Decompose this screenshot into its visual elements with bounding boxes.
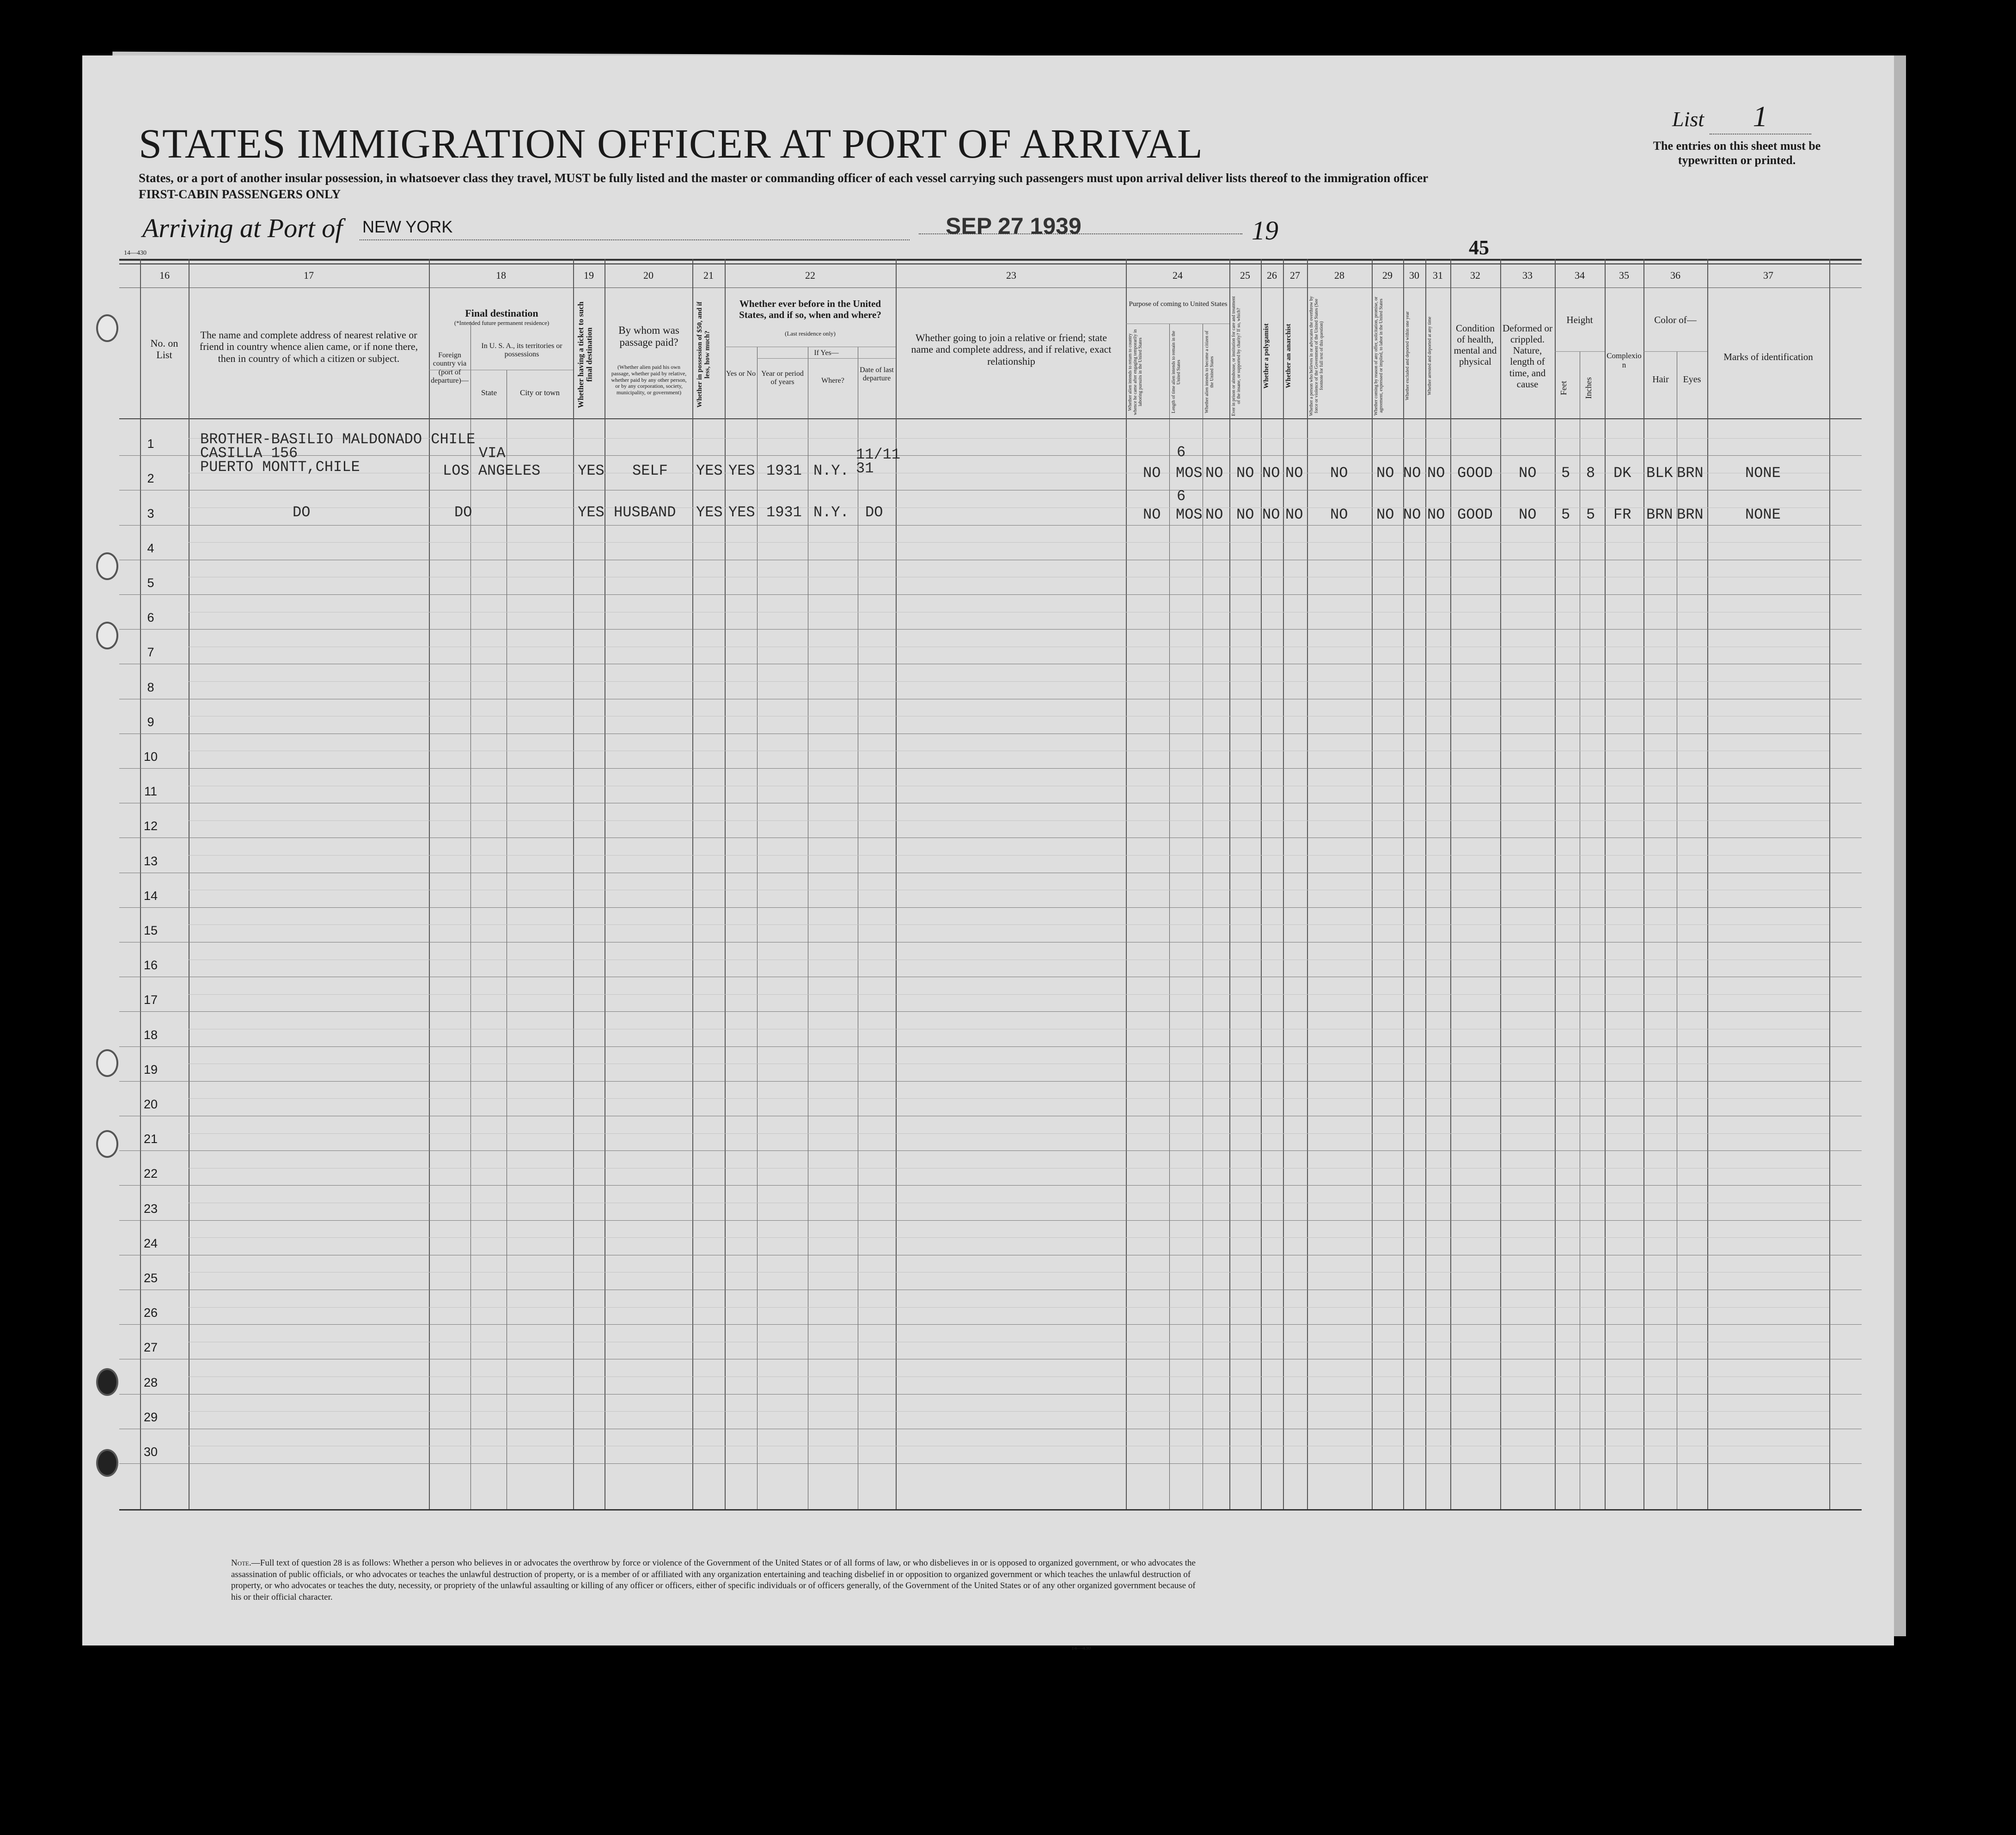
date-stamp: SEP 27 1939 <box>946 213 1081 239</box>
row-rule <box>119 1185 1862 1186</box>
header-inches: Inches <box>1584 377 1593 399</box>
row-number: 10 <box>143 750 158 764</box>
row-rule <box>119 1463 1862 1464</box>
row1-marks: NONE <box>1745 465 1781 482</box>
header-deformed: Deformed or crippled. Nature, length of time, and cause <box>1503 323 1552 390</box>
col-num: 27 <box>1290 269 1300 281</box>
row2-departure: DO <box>865 504 883 521</box>
row1-year: 1931 <box>766 462 802 479</box>
row1-stay-line1: 6 <box>1177 444 1186 461</box>
row-number: 26 <box>143 1306 158 1320</box>
col-num: 33 <box>1522 269 1533 281</box>
row-subrule <box>189 1376 1829 1377</box>
header-eyes: Eyes <box>1683 374 1701 385</box>
row2-prison: NO <box>1236 506 1254 523</box>
table-top-border <box>119 259 1862 261</box>
row2-stay-line1: 6 <box>1177 488 1186 505</box>
list-value: 1 <box>1710 99 1811 135</box>
col-num: 24 <box>1173 269 1183 281</box>
row-subrule <box>189 542 1829 543</box>
row-subrule <box>189 924 1829 925</box>
row2-feet: 5 <box>1561 506 1570 523</box>
row-number: 7 <box>147 645 154 660</box>
row-number: 8 <box>147 680 154 694</box>
row1-feet: 5 <box>1561 465 1570 482</box>
row-rule <box>119 629 1862 630</box>
row2-hair: BRN <box>1646 506 1673 523</box>
header-q28: Whether a person who believes in or advocates the overthrow by force or violence of the Government of the United States (See footnote for full text of this question) <box>1309 296 1324 416</box>
row-subrule <box>189 820 1829 821</box>
col-num: 35 <box>1619 269 1629 281</box>
col-num: 22 <box>805 269 815 281</box>
header-foreign-via: Foreign country via (port of departure)— <box>431 351 469 385</box>
row-rule <box>119 1046 1862 1047</box>
row1-inches: 8 <box>1586 465 1595 482</box>
row-number: 25 <box>143 1271 158 1285</box>
col-num: 16 <box>159 269 170 281</box>
header-feet: Feet <box>1559 381 1568 396</box>
row1-departure-line1: 11/11 <box>856 446 901 463</box>
row1-ticket: YES <box>578 462 605 479</box>
row-number: 24 <box>143 1236 158 1250</box>
header-final-destination: Final destination <box>465 307 538 319</box>
row-subrule <box>189 1098 1829 1099</box>
row2-complexion: FR <box>1613 506 1631 523</box>
row-rule <box>119 768 1862 769</box>
row-number: 27 <box>143 1340 158 1355</box>
row-number: 12 <box>143 819 158 833</box>
row2-return: NO <box>1143 506 1161 523</box>
row2-eyes: BRN <box>1677 506 1704 523</box>
header-hair: Hair <box>1652 374 1669 385</box>
header-possession-50: Whether in possession of $50, and if less, how much? <box>696 301 711 408</box>
row-subrule <box>189 994 1829 995</box>
header-join-relative: Whether going to join a relative or friend; state name and complete address, and if relative, exact relationship <box>911 332 1112 367</box>
row2-year: 1931 <box>766 504 802 521</box>
form-code-top: 14—430 <box>124 250 147 257</box>
col-num: 28 <box>1334 269 1344 281</box>
binder-hole <box>96 1049 118 1077</box>
col-num: 23 <box>1006 269 1016 281</box>
row-number: 23 <box>143 1201 158 1216</box>
header-color-of: Color of— <box>1654 314 1697 325</box>
row-number: 3 <box>147 506 154 520</box>
row-number: 1 <box>147 437 154 451</box>
header-anarchist: Whether an anarchist <box>1285 324 1292 388</box>
row2-stay-line2: MOS <box>1176 506 1203 523</box>
header-purpose-length: Length of time alien intends to remain in the United States <box>1171 330 1181 414</box>
table-bottom-border <box>119 1509 1862 1511</box>
row-number: 22 <box>143 1167 158 1181</box>
row2-q28: NO <box>1330 506 1348 523</box>
row2-destination: DO <box>454 504 472 521</box>
header-if-yes: If Yes— <box>814 349 839 357</box>
header-city: City or town <box>520 388 560 397</box>
col-num: 32 <box>1470 269 1480 281</box>
col-num: 31 <box>1433 269 1443 281</box>
header-purpose-citizen: Whether alien intends to become a citizen of the United States <box>1204 330 1215 414</box>
list-label: List <box>1672 107 1704 131</box>
row-number: 28 <box>143 1375 158 1389</box>
row-rule <box>119 1011 1862 1012</box>
header-yes-or-no: Yes or No <box>726 370 756 378</box>
row-number: 6 <box>147 611 154 625</box>
header-relative: The name and complete address of nearest relative or friend in country whence alien came, or if none there, then in country of which a citizen or subject. <box>199 329 418 364</box>
row2-deformed: NO <box>1519 506 1537 523</box>
row1-anarchist: NO <box>1285 465 1303 482</box>
row1-paid-by: SELF <box>632 462 668 479</box>
class-line: FIRST-CABIN PASSENGERS ONLY <box>139 187 341 201</box>
row1-prison: NO <box>1236 465 1254 482</box>
header-no-on-list: No. on List <box>150 337 178 361</box>
row2-q29: NO <box>1376 506 1394 523</box>
row-rule <box>119 1150 1862 1151</box>
year-prefix: 19 <box>1252 215 1278 245</box>
row2-before-us: YES <box>728 504 755 521</box>
row-number: 20 <box>143 1097 158 1111</box>
row-subrule <box>189 1237 1829 1238</box>
row1-before-us: YES <box>728 462 755 479</box>
row2-paid-by: HUSBAND <box>614 504 676 521</box>
footnote-form-code: 14—430 <box>1071 1645 1091 1651</box>
row2-q31: NO <box>1427 506 1445 523</box>
header-year: Year or period of years <box>761 370 804 386</box>
row2-marks: NONE <box>1745 506 1781 523</box>
row1-relative-line2: CASILLA 156 <box>200 445 298 462</box>
row-number: 19 <box>143 1062 158 1077</box>
row-rule <box>119 1081 1862 1082</box>
header-q29: Whether coming by reason of any offer, solicitation, promise, or agreement, expressed or implied, to labor in the United States <box>1374 296 1384 416</box>
header-q30: Whether excluded and deported within one year <box>1405 311 1410 401</box>
col-num: 29 <box>1382 269 1393 281</box>
header-health: Condition of health, mental and physical <box>1454 323 1497 367</box>
col-num: 21 <box>703 269 714 281</box>
row2-polygamist: NO <box>1262 506 1280 523</box>
row-number: 17 <box>143 993 158 1007</box>
row1-q30: NO <box>1403 465 1421 482</box>
page-title: STATES IMMIGRATION OFFICER AT PORT OF ARRIVAL <box>139 121 1203 167</box>
binder-hole <box>96 314 118 342</box>
row2-citizen: NO <box>1205 506 1223 523</box>
row2-anarchist: NO <box>1285 506 1303 523</box>
header-marks: Marks of identification <box>1723 351 1813 362</box>
header-height: Height <box>1566 314 1593 325</box>
header-date-departure: Date of last departure <box>860 366 894 383</box>
row2-inches: 5 <box>1586 506 1595 523</box>
row1-hair: BLK <box>1646 465 1673 482</box>
row1-deformed: NO <box>1519 465 1537 482</box>
manifest-sheet <box>82 55 1894 1651</box>
row-number: 9 <box>147 715 154 729</box>
row1-where: N.Y. <box>813 462 849 479</box>
row-rule <box>119 1324 1862 1325</box>
row1-destination: LOS ANGELES <box>443 462 541 479</box>
row1-departure-line2: 31 <box>856 460 874 477</box>
typed-note: The entries on this sheet must be typewritten or printed. <box>1653 139 1821 167</box>
row1-return: NO <box>1143 465 1161 482</box>
row1-q31: NO <box>1427 465 1445 482</box>
row-subrule <box>189 681 1829 682</box>
header-q31: Whether arrested and deported at any time <box>1427 317 1432 395</box>
row2-ticket: YES <box>578 504 605 521</box>
header-complexion: Complexion <box>1607 351 1642 369</box>
row-number: 13 <box>143 854 158 868</box>
port-underline <box>360 239 910 240</box>
footnote <box>231 1558 1206 1603</box>
col-num: 26 <box>1267 269 1277 281</box>
row1-health: GOOD <box>1457 465 1493 482</box>
col-num: 17 <box>304 269 314 281</box>
col-num: 25 <box>1240 269 1250 281</box>
sheet-edge <box>1893 55 1906 1636</box>
row-subrule <box>189 1411 1829 1412</box>
row-number: 11 <box>144 784 158 799</box>
header-passage-paid-sub: (Whether alien paid his own passage, whether paid by relative, whether paid by any other person, or by any corporation, society, municipality, or government) <box>611 364 687 396</box>
row-subrule <box>189 855 1829 856</box>
row-rule <box>119 455 1862 456</box>
col-num: 37 <box>1763 269 1773 281</box>
row-number: 14 <box>143 888 158 903</box>
header-state: State <box>481 388 497 397</box>
row1-via: VIA <box>479 445 506 462</box>
row-number: 2 <box>147 471 154 486</box>
col-num: 18 <box>496 269 506 281</box>
row1-complexion: DK <box>1613 465 1631 482</box>
binder-hole <box>96 1130 118 1158</box>
row2-has-50: YES <box>696 504 723 521</box>
row-number: 15 <box>143 924 158 937</box>
binder-hole <box>96 552 118 580</box>
row-subrule <box>189 1307 1829 1308</box>
col-num: 19 <box>584 269 594 281</box>
port-value: NEW YORK <box>362 217 453 236</box>
binder-hole <box>96 622 118 649</box>
row-number: 18 <box>143 1028 158 1042</box>
header-where: Where? <box>821 377 844 385</box>
row-rule <box>119 907 1862 908</box>
row-rule <box>119 1220 1862 1221</box>
row-number: 4 <box>147 541 154 555</box>
binder-hole <box>96 1449 118 1477</box>
row-rule <box>119 594 1862 595</box>
header-in-usa: In U. S. A., its territories or possessions <box>481 342 562 359</box>
arriving-label: Arriving at Port of <box>142 213 343 243</box>
page-number: 45 <box>1469 236 1489 259</box>
row-number: 30 <box>143 1445 158 1459</box>
header-before-us: Whether ever before in the United States, and if so, when and where? <box>739 298 881 321</box>
col-num: 34 <box>1575 269 1585 281</box>
row-subrule <box>189 1133 1829 1134</box>
row1-q29: NO <box>1376 465 1394 482</box>
binder-hole <box>96 1368 118 1396</box>
header-passage-paid: By whom was passage paid? <box>618 324 679 349</box>
row-number: 29 <box>143 1410 158 1424</box>
row2-q30: NO <box>1403 506 1421 523</box>
footnote-lead: Note. <box>231 1558 251 1568</box>
header-purpose: Purpose of coming to United States <box>1129 300 1228 308</box>
header-ticket: Whether having a ticket to such final destination <box>576 301 594 408</box>
row-number: 16 <box>143 958 158 973</box>
header-final-destination-sub: (*Intended future permanent residence) <box>454 319 550 326</box>
row-number: 5 <box>147 576 154 590</box>
header-polygamist: Whether a polygamist <box>1263 323 1270 389</box>
col-num: 20 <box>643 269 654 281</box>
row1-stay-line2: MOS <box>1176 465 1203 482</box>
subtitle: States, or a port of another insular possession, in whatsoever class they travel, MUST be fully listed and the master or commanding officer of each vessel carrying such passengers must upon arrival deliver lists thereof to the immigration officer <box>139 171 1429 185</box>
row-rule <box>119 525 1862 526</box>
row2-health: GOOD <box>1457 506 1493 523</box>
header-purpose-return: Whether alien intends to return to country whence he came after engaging temporarily in laboring pursuits in the United States <box>1128 329 1143 415</box>
header-before-us-sub: (Last residence only) <box>785 330 836 337</box>
row1-q28: NO <box>1330 465 1348 482</box>
row1-citizen: NO <box>1205 465 1223 482</box>
row1-relative-line1: BROTHER-BASILIO MALDONADO CHILE <box>200 431 476 448</box>
row-rule <box>119 1394 1862 1395</box>
row1-polygamist: NO <box>1262 465 1280 482</box>
row1-has-50: YES <box>696 462 723 479</box>
col-num: 36 <box>1670 269 1680 281</box>
row1-relative-line3: PUERTO MONTT,CHILE <box>200 459 360 476</box>
footnote-text: —Full text of question 28 is as follows: Whether a person who believes in or advocates the overthrow by force or violence of the Government of the United States or of all forms of law, or who disbelieves in or is opposed to organized government, or who advocates the assassination of public officials, or who advocates or teaches the unlawful destruction of property, or is a member of or affiliated with any organization entertaining and teaching disbelief in or opposition to organized government or which teaches the unlawful destruction of property, or who advocates or teaches the duty, necessity, or propriety of the unlawful assaulting or killing of any officer or officers, either of specific individuals or of officers generally, of the Government of the United States or of any other organized government because of his or their official character. <box>231 1558 1196 1603</box>
row2-where: N.Y. <box>813 504 849 521</box>
col-num: 30 <box>1409 269 1419 281</box>
row2-relative: DO <box>293 504 311 521</box>
row-number: 21 <box>143 1132 158 1146</box>
header-prison: Ever in prison or almshouse, or institution for care and treatment of the insane, or supported by charity? If so, which? <box>1231 296 1241 416</box>
row1-eyes: BRN <box>1677 465 1704 482</box>
